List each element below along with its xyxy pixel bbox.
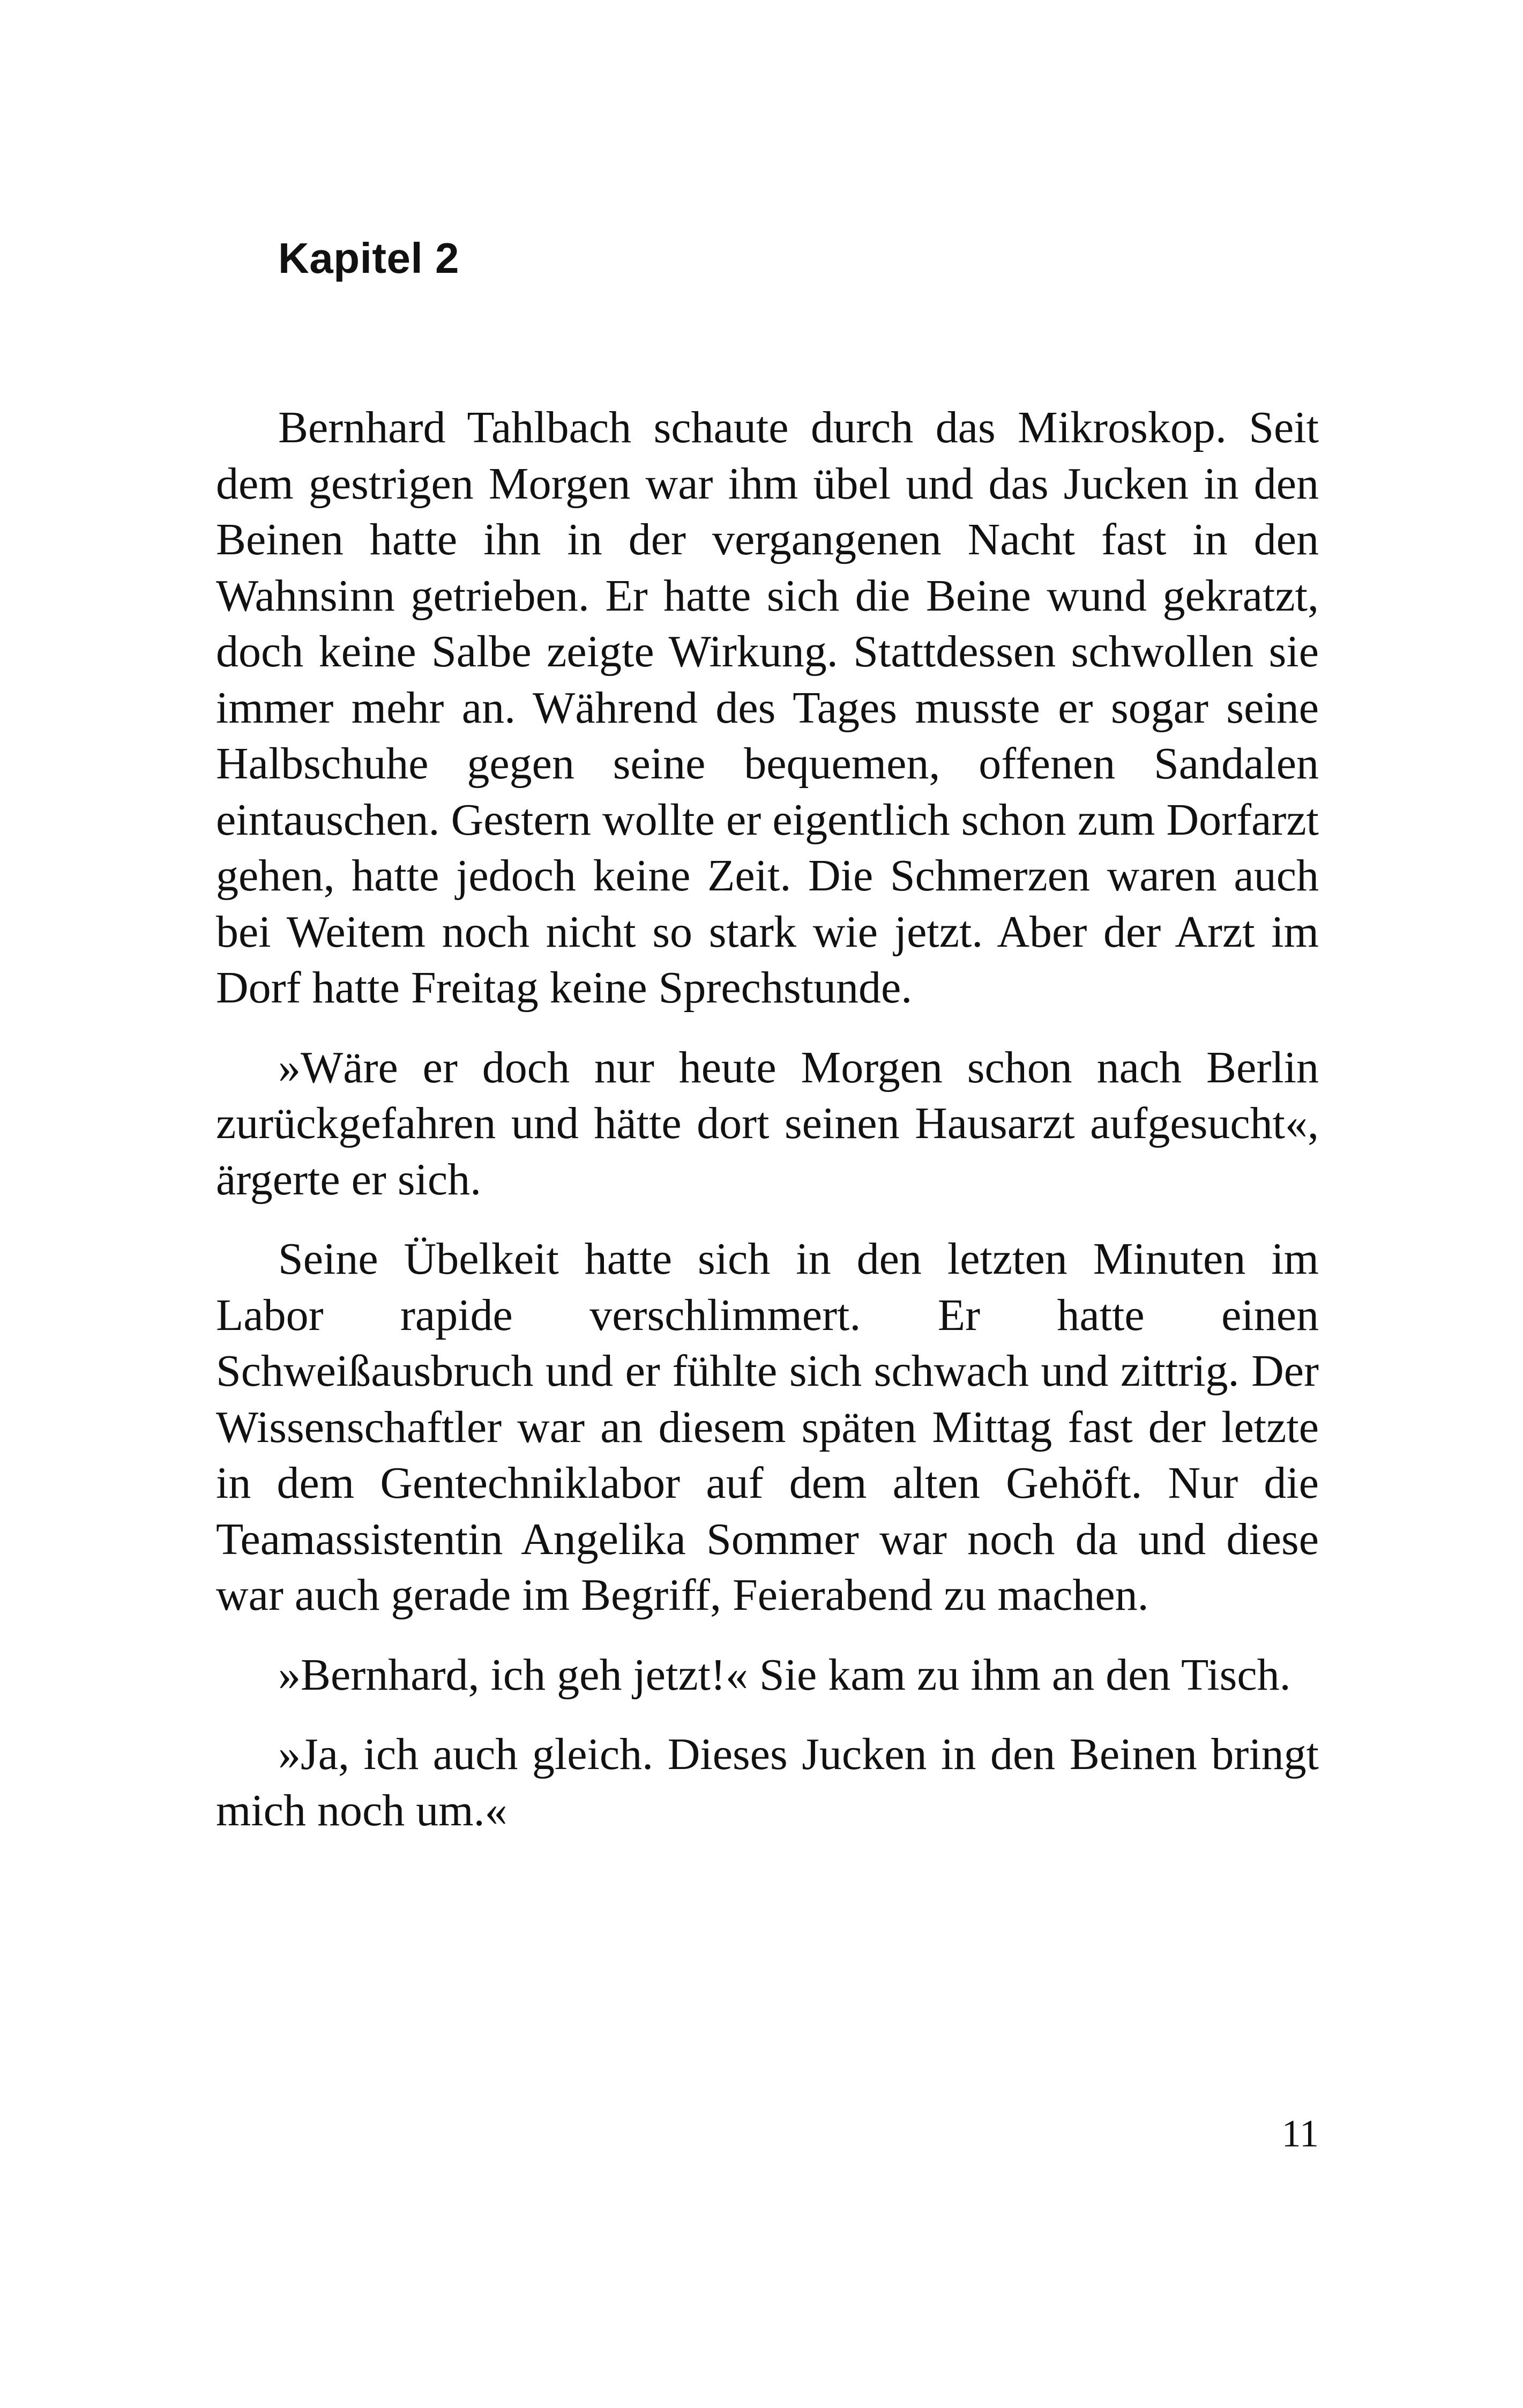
chapter-body [216,400,1319,1862]
paragraph: »Ja, ich auch gleich. Dieses Jucken in den Beinen bringt mich noch um.« [216,1729,1319,1835]
paragraph: »Wäre er doch nur heute Morgen schon nach Berlin zurückgefahren und hätte dort seinen Hausarzt aufgesucht«, ärgerte er sich. [216,1042,1319,1205]
page-number: 11 [1281,2112,1319,2155]
paragraph: Seine Übelkeit hatte sich in den letzten Minuten im Labor rapide verschlimmert. Er hatte einen Schweißausbruch und er fühlte sich schwach und zittrig. Der Wissenschaftler war an diesem späten Mittag fast der letzte in dem Gentechniklabor auf dem alten Gehöft. Nur die Teamassistentin Angelika Sommer war noch da und diese war auch gerade im Begriff, Feierabend zu machen. [216,1234,1319,1620]
chapter-title: Kapitel 2 [278,234,459,282]
paragraph: Bernhard Tahlbach schaute durch das Mikroskop. Seit dem gestrigen Morgen war ihm übel und das Jucken in den Beinen hatte ihn in der vergangenen Nacht fast in den Wahnsinn getrieben. Er hatte sich die Beine wund gekratzt, doch keine Salbe zeigte Wirkung. Stattdessen schwollen sie immer mehr an. Während des Tages musste er sogar seine Halbschuhe gegen seine bequemen, offenen Sandalen eintauschen. Gestern wollte er eigentlich schon zum Dorfarzt gehen, hatte jedoch keine Zeit. Die Schmerzen waren auch bei Weitem noch nicht so stark wie jetzt. Aber der Arzt im Dorf hatte Freitag keine Sprechstunde. [216,403,1319,1013]
paragraph: »Bernhard, ich geh jetzt!« Sie kam zu ihm an den Tisch. [278,1649,1291,1700]
